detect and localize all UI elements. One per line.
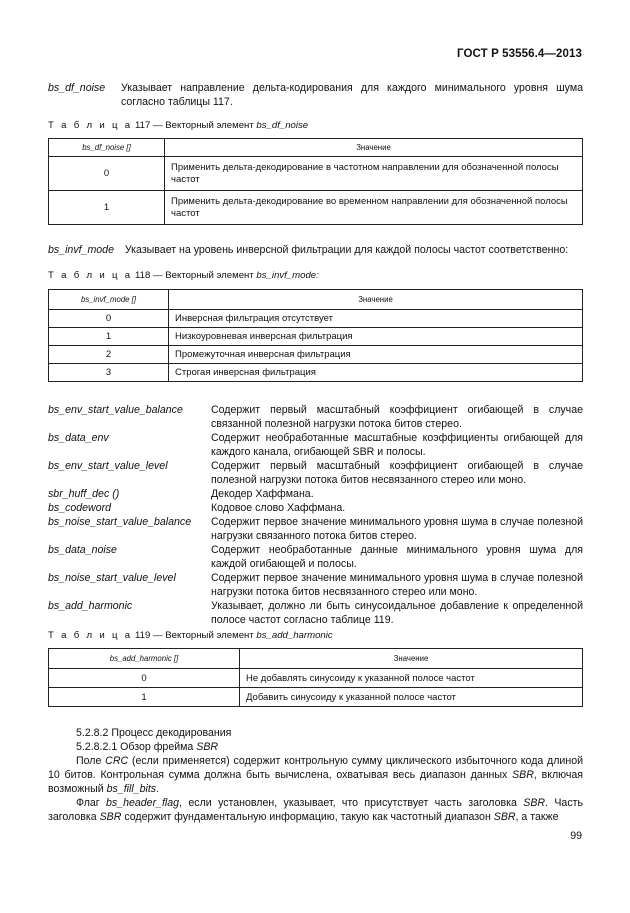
table-118 — [48, 289, 583, 382]
table-row — [49, 688, 583, 707]
caption-term: bs_add_harmonic — [256, 630, 333, 641]
table-cell-key: 1 — [49, 191, 165, 225]
definition-term: bs_invf_mode — [48, 244, 114, 256]
list-item — [48, 487, 583, 501]
subsection-heading — [48, 740, 583, 754]
table-cell-value: Строгая инверсная фильтрация — [169, 364, 583, 382]
definition-desc: Указывает на уровень инверсной фильтрации для каждой полосы частот соответственно: — [124, 244, 569, 256]
table-cell-value: Промежуточная инверсная фильтрация — [169, 346, 583, 364]
list-item — [48, 431, 583, 459]
table-cell-key: 3 — [49, 364, 169, 382]
table-cell-value: Не добавлять синусоиду к указанной полосе частот — [240, 669, 583, 688]
definition-term: bs_df_noise — [48, 82, 106, 94]
text-span: Флаг — [76, 797, 100, 809]
caption-term: bs_df_noise — [256, 120, 309, 131]
paragraph-crc — [48, 754, 583, 796]
definition-desc: Кодовое слово Хаффмана. — [211, 502, 346, 514]
text-span: содержит фундаментальную информацию, такую как частотный диапазон — [124, 811, 491, 823]
term-span: bs_header_flag — [106, 797, 180, 809]
paragraph-header-flag — [48, 796, 583, 824]
definition-term: bs_env_start_value_level — [48, 460, 168, 472]
term-span: CRC — [105, 755, 129, 767]
table-cell-value: Применить дельта-декодирование во временном направлении для обозначенной полосы частот — [165, 191, 583, 225]
table-row — [49, 364, 583, 382]
definition-term: sbr_huff_dec () — [48, 488, 120, 500]
definition-bs-invf-mode — [48, 243, 583, 257]
list-item — [48, 459, 583, 487]
term-span: bs_fill_bits — [106, 783, 157, 795]
list-item — [48, 543, 583, 571]
table-117 — [48, 138, 583, 225]
caption-text: 119 — Векторный элемент — [135, 630, 254, 641]
text-span: . Часть заголовка — [48, 797, 583, 823]
table-cell-key: 0 — [49, 310, 169, 328]
table-row — [49, 346, 583, 364]
table-118-caption — [48, 270, 319, 281]
definition-desc: Содержит необработанные данные минимального уровня шума для каждой огибающей и полосы. — [211, 544, 583, 570]
text-span: (если применяется) содержит контрольную сумму циклического избыточного кода длиной 10 битов. Контрольная сумма должна быть вычислена, охватывая весь диапазон данных — [48, 755, 584, 781]
list-item — [48, 403, 583, 431]
table-cell-value: Добавить синусоиду к указанной полосе частот — [240, 688, 583, 707]
definition-term: bs_env_start_value_balance — [48, 404, 183, 416]
table-119 — [48, 648, 583, 707]
subsection-heading-text: 5.2.8.2.1 Обзор фрейма — [76, 741, 194, 753]
table-cell-key: 0 — [49, 669, 240, 688]
table-header-value: Значение — [165, 139, 583, 157]
list-item — [48, 501, 583, 515]
term-span: SBR — [493, 811, 516, 823]
definition-term: bs_codeword — [48, 502, 112, 514]
term-span: SBR — [523, 797, 546, 809]
table-header-value: Значение — [169, 290, 583, 310]
definition-desc: Содержит первый масштабный коэффициент огибающей в случае связанной полезной нагрузки потока битов стерео. — [211, 404, 583, 430]
table-row — [49, 669, 583, 688]
definition-desc: Содержит первый масштабный коэффициент огибающей в случае полезной нагрузки потока битов несвязанного стерео или моно. — [211, 460, 583, 486]
text-span: , если установлен, указывает, что присутствует часть заголовка — [179, 797, 517, 809]
definition-desc: Декодер Хаффмана. — [211, 488, 314, 500]
list-item — [48, 571, 583, 599]
table-117-caption — [48, 120, 308, 131]
term-span: SBR — [512, 769, 534, 781]
table-cell-key: 2 — [49, 346, 169, 364]
subsection-heading-term: SBR — [196, 741, 219, 753]
table-cell-key: 1 — [49, 328, 169, 346]
definition-desc: Содержит необработанные масштабные коэффициенты огибающей для каждого канала, огибающей SBR и полосы. — [211, 432, 583, 458]
definition-term: bs_data_env — [48, 432, 109, 444]
caption-term: bs_invf_mode: — [256, 270, 319, 281]
text-span: Поле — [76, 755, 102, 767]
caption-prefix: Т а б л и ц а — [48, 270, 133, 281]
definition-desc: Указывает, должно ли быть синусоидальное добавление к определенной полосе частот согласно таблице 119. — [211, 600, 583, 626]
table-cell-key: 1 — [49, 688, 240, 707]
caption-text: 117 — Векторный элемент — [135, 120, 254, 131]
list-item — [48, 599, 583, 627]
definition-term: bs_noise_start_value_balance — [48, 516, 192, 528]
caption-prefix: Т а б л и ц а — [48, 630, 133, 641]
definition-desc: Указывает направление дельта-кодирования для каждого минимального уровня шума согласно таблицы 117. — [121, 82, 583, 108]
table-cell-key: 0 — [49, 157, 165, 191]
section-heading: 5.2.8.2 Процесс декодирования — [76, 727, 232, 739]
table-119-caption — [48, 630, 333, 641]
document-header: ГОСТ Р 53556.4—2013 — [457, 48, 582, 60]
table-row — [49, 310, 583, 328]
definition-term: bs_noise_start_value_level — [48, 572, 176, 584]
page-number: 99 — [570, 830, 582, 842]
table-header-key: bs_invf_mode [] — [49, 290, 169, 310]
definition-bs-df-noise — [48, 81, 583, 109]
text-span: , а также — [515, 811, 559, 823]
definition-list — [48, 403, 583, 627]
section-body — [48, 726, 583, 824]
caption-prefix: Т а б л и ц а — [48, 120, 133, 131]
term-span: SBR — [99, 811, 122, 823]
table-header-key: bs_add_harmonic [] — [49, 649, 240, 669]
definition-desc: Содержит первое значение минимального уровня шума в случае полезной нагрузки потока битов несвязанного стерео или моно. — [211, 572, 583, 598]
table-header-value: Значение — [240, 649, 583, 669]
definition-term: bs_data_noise — [48, 544, 117, 556]
table-header-key: bs_df_noise [] — [49, 139, 165, 157]
text-span: , включая возможный — [48, 769, 583, 795]
table-row — [49, 191, 583, 225]
definition-term: bs_add_harmonic — [48, 600, 133, 612]
table-cell-value: Применить дельта-декодирование в частотном направлении для обозначенной полосы частот — [165, 157, 583, 191]
table-cell-value: Инверсная фильтрация отсутствует — [169, 310, 583, 328]
table-row — [49, 328, 583, 346]
table-cell-value: Низкоуровневая инверсная фильтрация — [169, 328, 583, 346]
caption-text: 118 — Векторный элемент — [135, 270, 254, 281]
definition-desc: Содержит первое значение минимального уровня шума в случае полезной нагрузки связанного потока битов стерео. — [211, 516, 583, 542]
list-item — [48, 515, 583, 543]
text-span: . — [156, 783, 160, 795]
table-row — [49, 157, 583, 191]
